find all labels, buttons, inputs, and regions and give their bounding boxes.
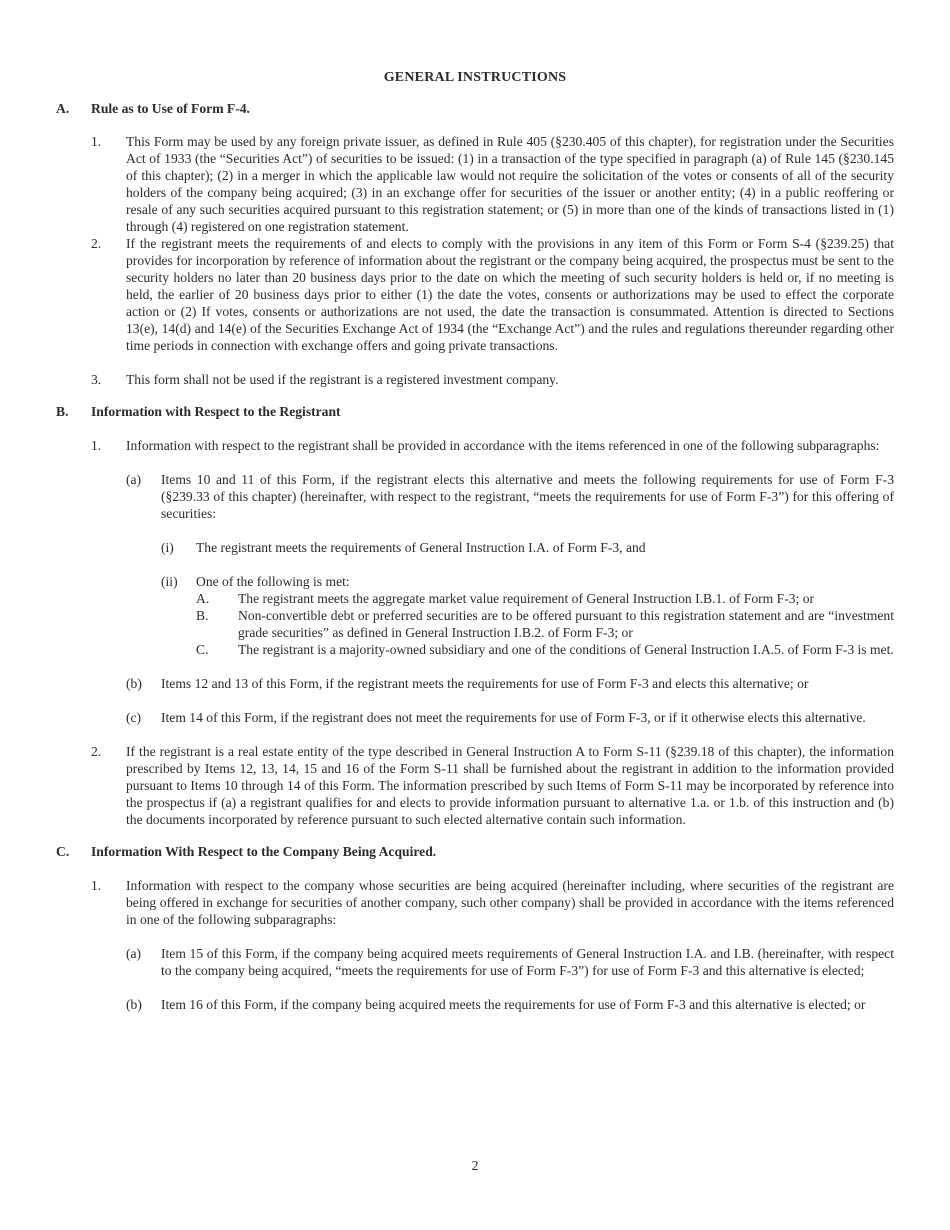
item-number: (c) — [126, 710, 142, 725]
item-number: 2. — [91, 236, 102, 251]
section-label: C. — [56, 844, 70, 859]
document-body — [0, 100, 950, 1013]
item-text: Information with respect to the company whose securities are being acquired (hereinafter including, where securities of the registrant are being offered in exchange for securities of another company, such other company) shall be provided in accordance with the items referenced in one of the following subparagraphs: — [126, 878, 894, 927]
section-a-heading — [0, 100, 950, 117]
section-b-item-1 — [0, 437, 950, 454]
item-number: 3. — [91, 372, 102, 387]
section-b-subitem-a-ii-A — [0, 590, 950, 607]
section-c-subitem-b — [0, 996, 950, 1013]
item-text: The registrant meets the aggregate market value requirement of General Instruction I.B.1. of Form F-3; or — [238, 591, 815, 606]
item-number: 1. — [91, 438, 102, 453]
item-number: B. — [196, 608, 209, 623]
item-number: A. — [196, 591, 210, 606]
item-text: This Form may be used by any foreign private issuer, as defined in Rule 405 (§230.405 of this chapter), for registration under the Securities Act of 1933 (the “Securities Act”) of securities to be issued: (1) in a transaction of the type specified in paragraph (a) of Rule 145 (§230.145 of this chapter); (2) in a merger in which the applicable law would not require the solicitation of the votes or consents of all of the security holders of the company being acquired; (3) in an exchange offer for securities of the issuer or another entity; (4) in a public reoffering or resale of any such securities acquired pursuant to this registration statement; or (5) in more than one of the kinds of transactions listed in (1) through (4) registered on one registration statement. — [126, 134, 894, 234]
item-text: Items 10 and 11 of this Form, if the registrant elects this alternative and meets the following requirements for use of Form F-3 (§239.33 of this chapter) (hereinafter, with respect to the registrant, “meets the requirements for use of Form F-3”) for this offering of securities: — [161, 472, 894, 521]
section-a-item-2 — [0, 235, 950, 354]
item-text: This form shall not be used if the registrant is a registered investment company. — [126, 372, 559, 387]
section-a-item-3 — [0, 371, 950, 388]
section-c-subitem-a — [0, 945, 950, 979]
item-number: (b) — [126, 676, 142, 691]
item-text: The registrant is a majority-owned subsidiary and one of the conditions of General Instruction I.A.5. of Form F-3 is met. — [238, 642, 894, 657]
section-title: Information with Respect to the Registrant — [91, 404, 341, 419]
item-text: Item 15 of this Form, if the company being acquired meets requirements of General Instruction I.A. and I.B. (hereinafter, with respect to the company being acquired, “meets the requirements for use of Form F-3”) for use of Form F-3 and this alternative is elected; — [161, 946, 894, 978]
section-c-heading — [0, 843, 950, 860]
section-label: A. — [56, 101, 70, 116]
item-number: 2. — [91, 744, 102, 759]
section-c-item-1 — [0, 877, 950, 928]
section-b-subitem-a-i — [0, 539, 950, 556]
section-b-subitem-b — [0, 675, 950, 692]
item-text: Items 12 and 13 of this Form, if the registrant meets the requirements for use of Form F-3 and elects this alternative; or — [161, 676, 809, 691]
item-number: (a) — [126, 472, 142, 487]
item-text: One of the following is met: — [196, 574, 350, 589]
section-b-subitem-a-ii-B — [0, 607, 950, 641]
section-b-subitem-a-ii — [0, 573, 950, 590]
item-text: If the registrant is a real estate entity of the type described in General Instruction A to Form S-11 (§239.18 of this chapter), the information prescribed by Items 12, 13, 14, 15 and 16 of the Form S-11 shall be furnished about the registrant in addition to the information provided pursuant to Items 10 through 14 of this Form. The information prescribed by such Items of Form S-11 may be incorporated by reference into the prospectus if (a) a registrant qualifies for and elects to provide information pursuant to alternative 1.a. or 1.b. of this instruction and (b) the documents incorporated by reference pursuant to such elected alternative contain such information. — [126, 744, 894, 827]
page-title: GENERAL INSTRUCTIONS — [383, 70, 567, 85]
item-text: Item 14 of this Form, if the registrant does not meet the requirements for use of Form F-3, or if it otherwise elects this alternative. — [161, 710, 866, 725]
section-b-heading — [0, 403, 950, 420]
item-text: The registrant meets the requirements of General Instruction I.A. of Form F-3, and — [196, 540, 646, 555]
page-number: 2 — [471, 1158, 479, 1173]
section-title: Information With Respect to the Company Being Acquired. — [91, 844, 437, 859]
item-text: Information with respect to the registrant shall be provided in accordance with the items referenced in one of the following subparagraphs: — [126, 438, 880, 453]
item-text: Non-convertible debt or preferred securities are to be offered pursuant to this registration statement and are “investment grade securities” as defined in General Instruction I.B.2. of Form F-3; or — [238, 608, 894, 640]
item-number: 1. — [91, 878, 102, 893]
item-text: If the registrant meets the requirements of and elects to comply with the provisions in any item of this Form or Form S-4 (§239.25) that provides for incorporation by reference of information about the registrant or the company being acquired, the prospectus must be sent to the security holders no later than 20 business days prior to the date on which the meeting of such security holders is held or, if no meeting is held, the earlier of 20 business days prior to either (1) the date the votes, consents or authorizations may be used to effect the corporate action or (2) If votes, consents or authorizations are not used, the date the transaction is consummated. Attention is directed to Sections 13(e), 14(d) and 14(e) of the Securities Exchange Act of 1934 (the “Exchange Act”) and the rules and regulations thereunder regarding other time periods in connection with exchange offers and going private transactions. — [126, 236, 894, 353]
item-number: (b) — [126, 997, 142, 1012]
section-b-subitem-a-ii-C — [0, 641, 950, 658]
section-b-item-2 — [0, 743, 950, 828]
item-number: (ii) — [161, 574, 178, 589]
section-label: B. — [56, 404, 69, 419]
section-b-subitem-a — [0, 471, 950, 522]
item-text: Item 16 of this Form, if the company being acquired meets the requirements for use of Form F-3 and this alternative is elected; or — [161, 997, 866, 1012]
item-number: 1. — [91, 134, 102, 149]
item-number: (i) — [161, 540, 174, 555]
section-title: Rule as to Use of Form F-4. — [91, 101, 250, 116]
section-b-subitem-c — [0, 709, 950, 726]
item-number: C. — [196, 642, 209, 657]
item-number: (a) — [126, 946, 142, 961]
section-a-item-1 — [0, 133, 950, 235]
